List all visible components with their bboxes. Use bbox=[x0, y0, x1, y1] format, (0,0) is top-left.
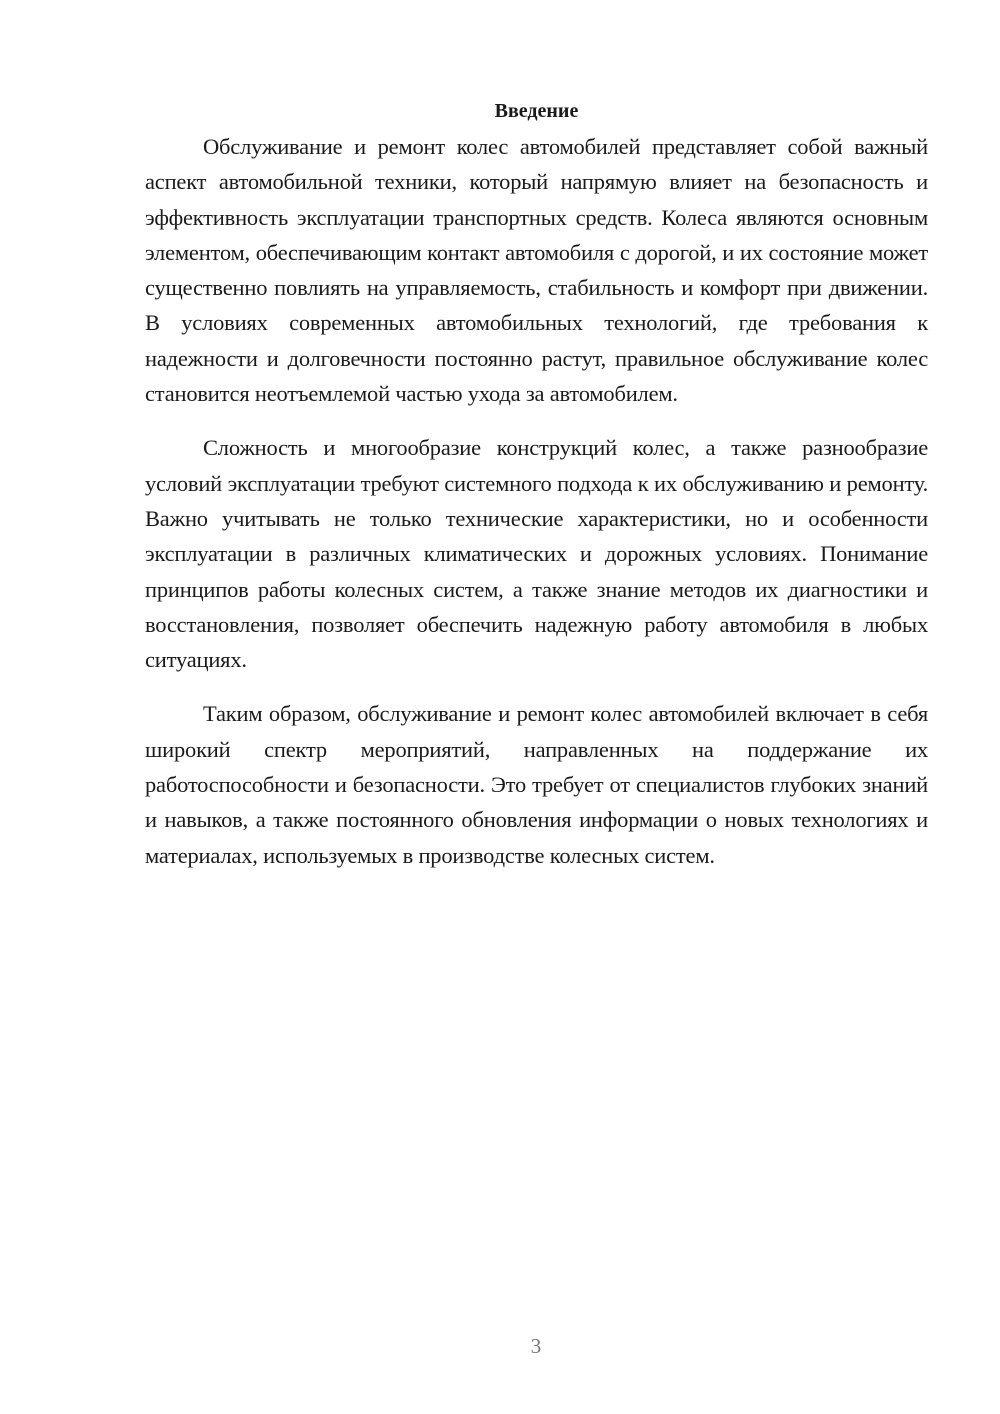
paragraph-1: Обслуживание и ремонт колес автомобилей представляет собой важный аспект автомобильной техники, который напрямую влияет на безопасность и эффективность эксплуатации транспортных средств. Колеса являются основным элементом, обеспечивающим контакт автомобиля с дорогой, и их состояние может существенно повлиять на управляемость, стабильность и комфорт при движении. В условиях современных автомобильных технологий, где требования к надежности и долговечности постоянно растут, правильное обслуживание колес становится неотъемлемой частью ухода за автомобилем. bbox=[145, 134, 928, 407]
section-title: Введение bbox=[494, 100, 579, 122]
paragraph-3: Таким образом, обслуживание и ремонт колес автомобилей включает в себя широкий спектр мероприятий, направленных на поддержание их работоспособности и безопасности. Это требует от специалистов глубоких знаний и навыков, а также постоянного обновления информации о новых технологиях и материалах, используемых в производстве колесных систем. bbox=[145, 701, 928, 868]
page-content bbox=[145, 95, 928, 892]
page-number: 3 bbox=[530, 1334, 542, 1358]
paragraph-2: Сложность и многообразие конструкций колес, а также разнообразие условий эксплуатации требуют системного подхода к их обслуживанию и ремонту. Важно учитывать не только технические характеристики, но и особенности эксплуатации в различных климатических и дорожных условиях. Понимание принципов работы колесных систем, а также знание методов их диагностики и восстановления, позволяет обеспечить надежную работу автомобиля в любых ситуациях. bbox=[145, 435, 928, 673]
